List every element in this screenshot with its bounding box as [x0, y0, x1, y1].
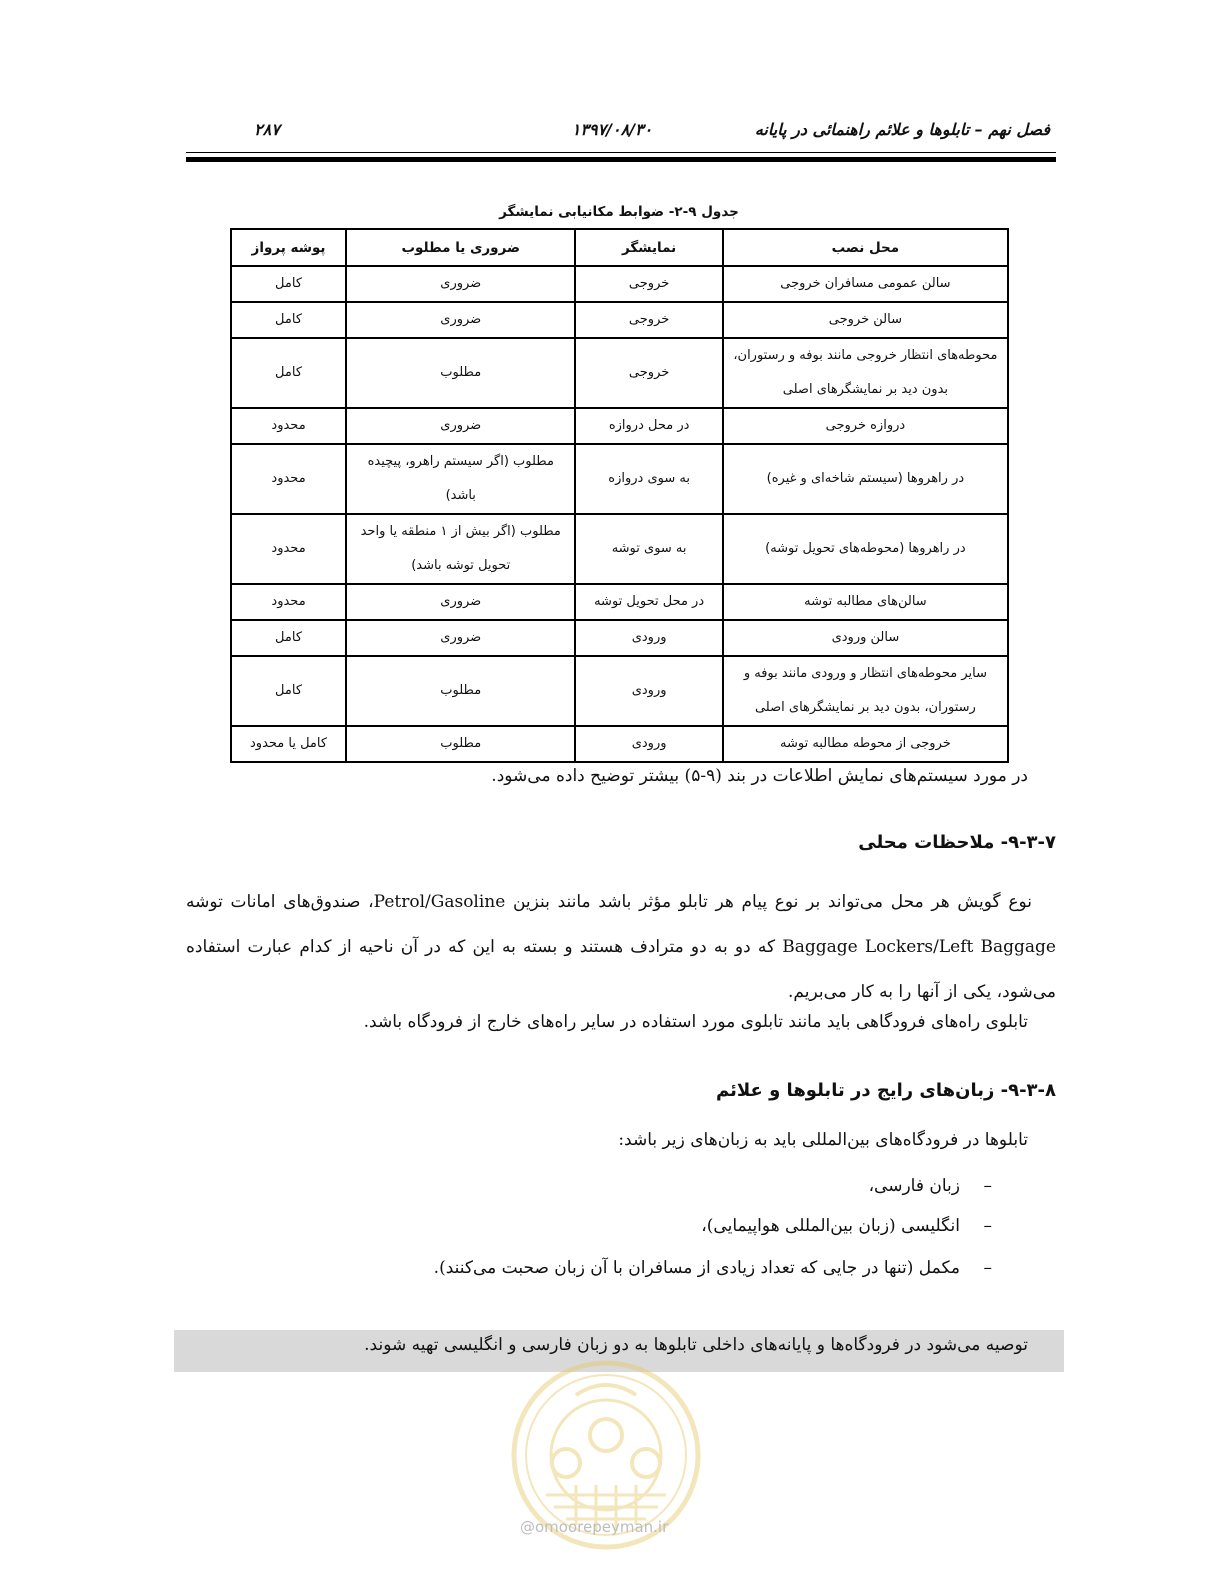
recommendation-text: توصیه می‌شود در فرودگاه‌ها و پایانه‌های داخلی تابلوها به دو زبان فارسی و انگلیسی تهیه شوند.	[364, 1335, 1028, 1355]
header-date: ۱۳۹۷/۰۸/۳۰	[571, 120, 653, 139]
cell-display: خروجی	[575, 302, 722, 338]
cell-location: در راهروها (محوطه‌های تحویل توشه)	[723, 514, 1008, 584]
watermark-url: @omoorepeyman.ir	[520, 1518, 669, 1536]
cell-coverage: محدود	[231, 584, 346, 620]
cell-location: دروازه خروجی	[723, 408, 1008, 444]
table-row	[231, 266, 1008, 302]
cell-display: به سوی دروازه	[575, 444, 722, 514]
list-item-text: مکمل (تنها در جایی که تعداد زیادی از مسافران با آن زبان صحبت می‌کنند).	[433, 1258, 960, 1278]
airport-road-signs-paragraph: تابلوی راه‌های فرودگاهی باید مانند تابلوی مورد استفاده در سایر راه‌های خارج از فرودگاه باشد.	[363, 1012, 1028, 1032]
col-header-location: محل نصب	[723, 229, 1008, 266]
table-row	[231, 620, 1008, 656]
table-row	[231, 302, 1008, 338]
cell-requirement: ضروری	[346, 302, 575, 338]
cell-display: خروجی	[575, 338, 722, 408]
cell-coverage: کامل یا محدود	[231, 726, 346, 762]
cell-location: سالن خروجی	[723, 302, 1008, 338]
cell-location: خروجی از محوطه مطالبه توشه	[723, 726, 1008, 762]
cell-display: ورودی	[575, 620, 722, 656]
bullet-dash: –	[983, 1216, 992, 1236]
cell-coverage: محدود	[231, 514, 346, 584]
page-number: ۲۸۷	[254, 120, 280, 139]
list-item	[434, 1258, 992, 1278]
list-item-text: انگلیسی (زبان بین‌المللی هواپیمایی)،	[701, 1216, 960, 1236]
cell-requirement: مطلوب (اگر بیش از ۱ منطقه یا واحد تحویل توشه باشد)	[346, 514, 575, 584]
list-item	[869, 1176, 992, 1196]
cell-requirement: مطلوب	[346, 338, 575, 408]
display-location-table	[230, 228, 1009, 763]
section-heading-local-considerations: ۹-۳-۷- ملاحظات محلی	[858, 832, 1056, 853]
cell-display: در محل دروازه	[575, 408, 722, 444]
cell-display: ورودی	[575, 656, 722, 726]
header-rule-thick	[186, 157, 1056, 162]
cell-requirement: مطلوب	[346, 656, 575, 726]
table-row	[231, 514, 1008, 584]
section-heading-languages: ۹-۳-۸- زبان‌های رایج در تابلوها و علائم	[716, 1080, 1056, 1101]
cell-requirement: ضروری	[346, 408, 575, 444]
cell-location: سالن ورودی	[723, 620, 1008, 656]
cell-requirement: ضروری	[346, 266, 575, 302]
cell-coverage: محدود	[231, 444, 346, 514]
cell-coverage: کامل	[231, 338, 346, 408]
table-followup-paragraph: در مورد سیستم‌های نمایش اطلاعات در بند (۹-۵) بیشتر توضیح داده می‌شود.	[491, 766, 1028, 786]
languages-intro-paragraph: تابلوها در فرودگاه‌های بین‌المللی باید به زبان‌های زیر باشد:	[618, 1130, 1028, 1150]
cell-display: به سوی توشه	[575, 514, 722, 584]
list-item	[701, 1216, 992, 1236]
table-row	[231, 726, 1008, 762]
cell-requirement: ضروری	[346, 620, 575, 656]
bullet-dash: –	[983, 1258, 992, 1278]
col-header-coverage: پوشه پرواز	[231, 229, 346, 266]
cell-location: سالن عمومی مسافران خروجی	[723, 266, 1008, 302]
cell-location: سالن‌های مطالبه توشه	[723, 584, 1008, 620]
table-row	[231, 408, 1008, 444]
table-row	[231, 338, 1008, 408]
cell-display: خروجی	[575, 266, 722, 302]
cell-display: در محل تحویل توشه	[575, 584, 722, 620]
cell-display: ورودی	[575, 726, 722, 762]
cell-coverage: کامل	[231, 656, 346, 726]
list-item-text: زبان فارسی،	[868, 1176, 960, 1196]
header-rule-thin	[186, 152, 1056, 153]
cell-location: سایر محوطه‌های انتظار و ورودی مانند بوفه و رستوران، بدون دید بر نمایشگرهای اصلی	[723, 656, 1008, 726]
cell-requirement: ضروری	[346, 584, 575, 620]
cell-location: در راهروها (سیستم شاخه‌ای و غیره)	[723, 444, 1008, 514]
cell-requirement: مطلوب (اگر سیستم راهرو، پیچیده باشد)	[346, 444, 575, 514]
table-header-row	[231, 229, 1008, 266]
cell-coverage: محدود	[231, 408, 346, 444]
local-considerations-paragraph: نوع گویش هر محل می‌تواند بر نوع پیام هر تابلو مؤثر باشد مانند بنزین Petrol/Gasoline، صندوق‌های امانات توشه Baggage Lockers/Left Baggage که دو به دو مترادف هستند و بسته به این که در آن ناحیه از کدام عبارت استفاده می‌شود، یکی از آنها را به کار می‌بریم.	[186, 892, 1056, 1002]
table-row	[231, 584, 1008, 620]
cell-coverage: کامل	[231, 302, 346, 338]
table-caption: جدول ۹-۲- ضوابط مکانیابی نمایشگر	[499, 204, 739, 220]
chapter-title: فصل نهم – تابلوها و علائم راهنمائی در پایانه	[754, 120, 1050, 139]
table-row	[231, 656, 1008, 726]
table-row	[231, 444, 1008, 514]
cell-coverage: کامل	[231, 620, 346, 656]
cell-coverage: کامل	[231, 266, 346, 302]
bullet-dash: –	[983, 1176, 992, 1196]
cell-location: محوطه‌های انتظار خروجی مانند بوفه و رستوران، بدون دید بر نمایشگرهای اصلی	[723, 338, 1008, 408]
col-header-display: نمایشگر	[575, 229, 722, 266]
col-header-requirement: ضروری یا مطلوب	[346, 229, 575, 266]
cell-requirement: مطلوب	[346, 726, 575, 762]
